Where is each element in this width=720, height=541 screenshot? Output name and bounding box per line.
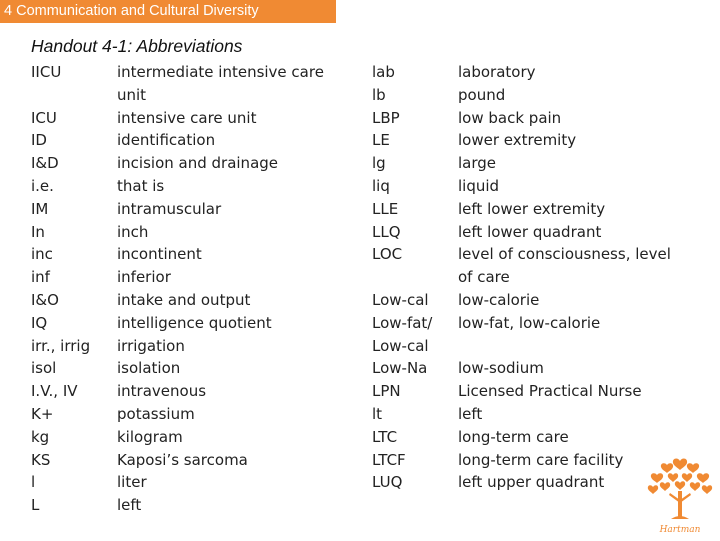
abbreviation: LE [372,131,390,150]
abbreviation-row [31,357,357,380]
abbreviation: i.e. [31,176,54,195]
definition: intelligence quotient [117,313,272,332]
hartman-logo [645,455,715,537]
abbreviation: In [31,222,45,241]
abbreviation: LLQ [372,222,401,241]
definition: Licensed Practical Nurse [458,382,642,401]
abbreviation-row [31,403,357,426]
definition: low-calorie [458,290,540,309]
definition: intake and output [117,290,251,309]
tree-of-hearts-icon [645,455,715,537]
abbreviation-row [31,312,357,335]
abbreviation: Low-fat/ Low-cal [372,313,433,355]
abbreviation-row [31,471,357,494]
definition: large [458,154,497,173]
abbreviation: I&O [31,290,59,309]
abbreviation-row [372,380,688,403]
definition: low back pain [458,108,562,127]
abbreviation-row [372,403,688,426]
abbreviation-row [31,289,357,312]
abbreviation: LOC [372,245,403,264]
abbreviation-row [31,107,357,130]
abbreviation-row [372,243,688,289]
abbreviations-right-column [372,61,688,494]
definition: intramuscular [117,199,222,218]
abbreviation: lb [372,85,386,104]
abbreviation: inf [31,268,50,287]
abbreviation-row [31,175,357,198]
abbreviation: irr., irrig [31,336,91,355]
definition: low-sodium [458,359,544,378]
logo-wordmark: Hartman [659,525,701,535]
abbreviation: IQ [31,313,48,332]
definition: intermediate intensive care unit [117,63,324,104]
definition: identification [117,131,216,150]
definition: irrigation [117,336,185,355]
abbreviation: I&D [31,154,59,173]
abbreviation: ICU [31,108,57,127]
definition: left [458,404,483,423]
abbreviation: lg [372,154,386,173]
abbreviation: ID [31,131,47,150]
abbreviation-row [31,152,357,175]
definition: incontinent [117,245,202,264]
abbreviation-row [372,426,688,449]
definition: that is [117,176,165,195]
definition: pound [458,85,506,104]
definition: Kaposi’s sarcoma [117,450,248,469]
definition: left lower quadrant [458,222,602,241]
definition: isolation [117,359,181,378]
abbreviation: inc [31,245,53,264]
abbreviation-row [31,129,357,152]
definition: laboratory [458,63,536,81]
abbreviation: lab [372,63,395,81]
abbreviation-row [372,289,688,312]
definition: left upper quadrant [458,473,605,492]
abbreviation: LPN [372,382,401,401]
abbreviation: LUQ [372,473,403,492]
abbreviation-row [31,494,357,517]
abbreviation: L [31,496,40,515]
definition: intensive care unit [117,108,257,127]
abbreviation-row [372,84,688,107]
definition: inch [117,222,149,241]
abbreviation-row [372,107,688,130]
definition: kilogram [117,427,183,446]
definition: liter [117,473,147,492]
abbreviation-row [31,198,357,221]
abbreviation: IM [31,199,49,218]
abbreviations-left-column [31,61,357,517]
abbreviation-row [372,129,688,152]
definition: liquid [458,176,500,195]
abbreviation-row [31,243,357,266]
abbreviation-row [372,61,688,84]
abbreviation-row [372,449,688,472]
abbreviation: isol [31,359,57,378]
abbreviation-row [31,61,357,107]
definition: left lower extremity [458,199,606,218]
abbreviation: LBP [372,108,400,127]
chapter-title: 4 Communication and Cultural Diversity [4,3,259,19]
abbreviation-row [372,198,688,221]
abbreviation: l [31,473,36,492]
definition: potassium [117,404,195,423]
abbreviation-row [31,335,357,358]
handout-title: Handout 4-1: Abbreviations [31,36,243,56]
abbreviation: lt [372,404,383,423]
abbreviation-row [372,175,688,198]
abbreviation-row [31,449,357,472]
abbreviation: K+ [31,404,54,423]
definition: long-term care facility [458,450,624,469]
definition: left [117,496,142,515]
abbreviation-row [31,426,357,449]
abbreviation: kg [31,427,50,446]
abbreviation-row [31,380,357,403]
abbreviation: LLE [372,199,399,218]
definition: inferior [117,268,171,287]
abbreviation: LTCF [372,450,406,469]
abbreviation: Low-cal [372,290,429,309]
abbreviation: KS [31,450,51,469]
definition: low-fat, low-calorie [458,313,601,332]
abbreviation: I.V., IV [31,382,78,401]
definition: intravenous [117,382,207,401]
abbreviation-row [372,357,688,380]
abbreviation-row [31,221,357,244]
abbreviation-row [372,312,688,358]
abbreviation: LTC [372,427,398,446]
abbreviation-row [372,471,688,494]
abbreviation: Low-Na [372,359,428,378]
definition: long-term care [458,427,569,446]
abbreviation: liq [372,176,390,195]
abbreviation-row [372,152,688,175]
definition: level of consciousness, level of care [458,245,671,287]
abbreviation-row [31,266,357,289]
title-bar [0,0,336,23]
abbreviation: IICU [31,63,62,81]
definition: incision and drainage [117,154,279,173]
abbreviation-row [372,221,688,244]
definition: lower extremity [458,131,577,150]
